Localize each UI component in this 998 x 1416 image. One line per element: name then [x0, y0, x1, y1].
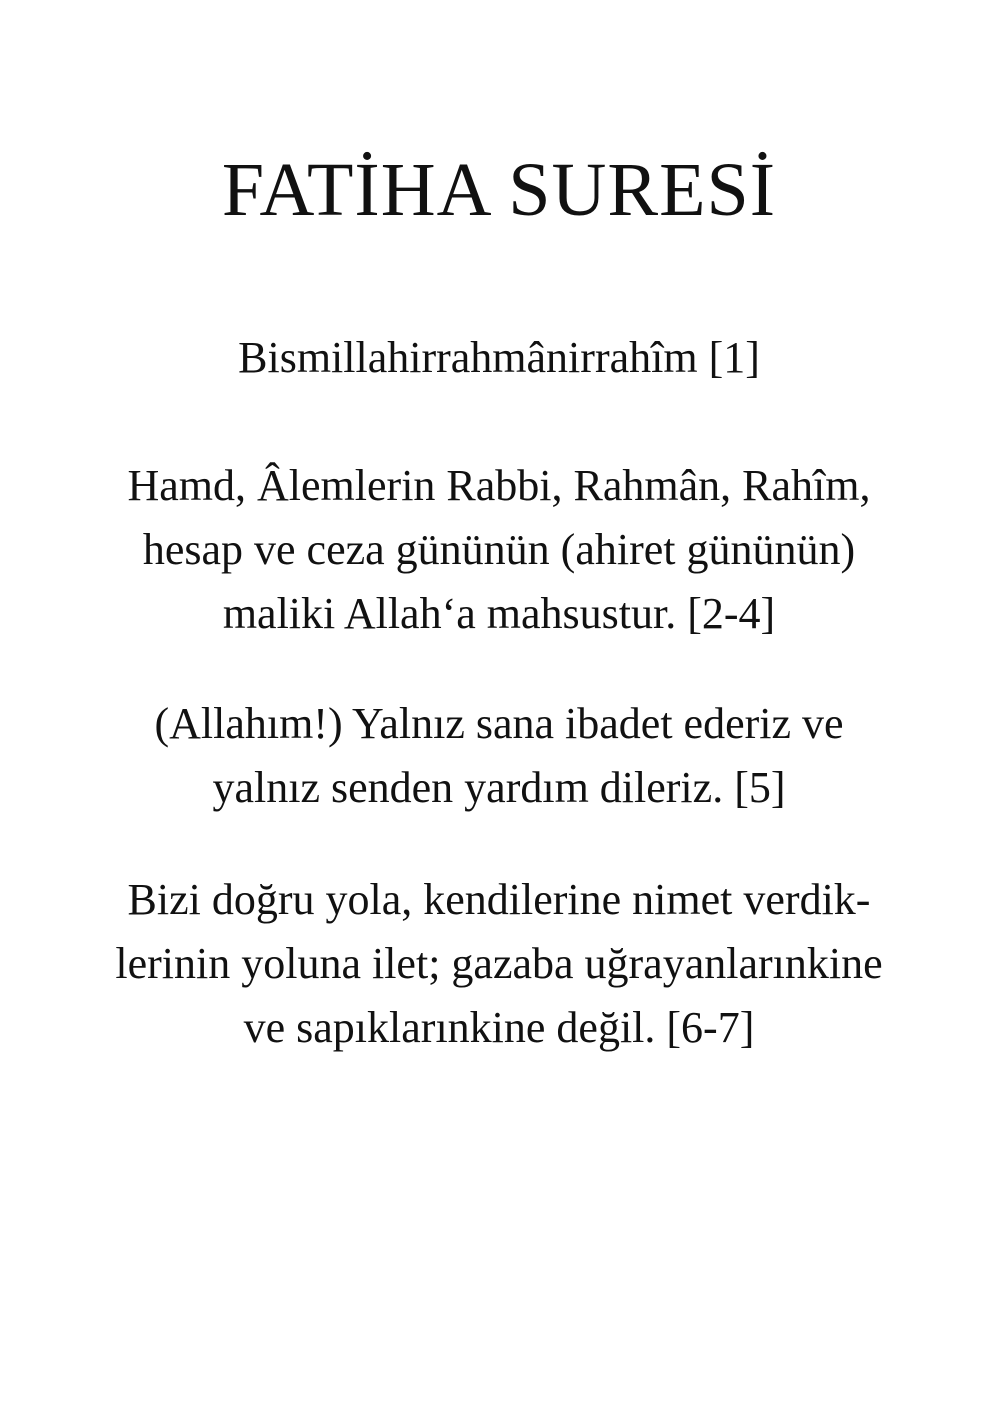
page-title: FATİHA SURESİ [221, 148, 777, 232]
verse-line: ve sapıklarınkine değil. [6-7] [243, 1003, 755, 1052]
verse-paragraph-1 [30, 326, 968, 390]
verse-line: hesap ve ceza gününün (ahiret gününün) [142, 525, 856, 574]
verse-paragraph-4 [30, 868, 968, 1060]
verse-line: maliki Allah‘a mahsustur. [2-4] [222, 589, 776, 638]
verse-line: (Allahım!) Yalnız sana ibadet ederiz ve [154, 699, 844, 748]
verse-line: lerinin yoluna ilet; gazaba uğrayanlarınkine [115, 939, 883, 988]
verse-line: Bizi doğru yola, kendilerine nimet verdik- [127, 875, 871, 924]
verse-line: Bismillahirrahmânirrahîm [1] [238, 333, 760, 382]
verse-line: Hamd, Âlemlerin Rabbi, Rahmân, Rahîm, [127, 461, 871, 510]
verse-paragraph-3 [30, 692, 968, 820]
verse-line: yalnız senden yardım dileriz. [5] [212, 763, 786, 812]
verse-paragraph-2 [30, 454, 968, 646]
